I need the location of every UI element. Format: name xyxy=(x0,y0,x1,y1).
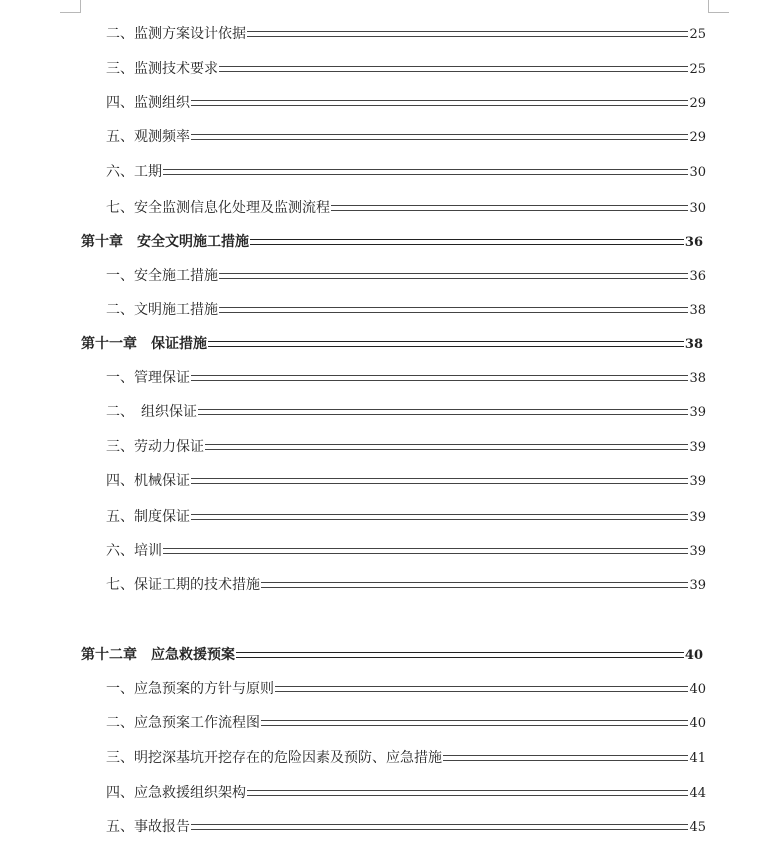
toc-section-entry[interactable] xyxy=(106,573,706,597)
toc-dot-leader xyxy=(443,755,688,761)
toc-page-number: 36 xyxy=(684,235,703,250)
toc-dot-leader xyxy=(261,720,688,726)
toc-entry-title: 三、劳动力保证 xyxy=(106,439,204,455)
toc-section-entry[interactable] xyxy=(106,711,706,735)
toc-chapter-entry[interactable] xyxy=(81,332,703,356)
toc-entry-title: 五、制度保证 xyxy=(106,509,190,525)
toc-dot-leader xyxy=(331,205,688,211)
toc-entry-title: 三、明挖深基坑开挖存在的危险因素及预防、应急措施 xyxy=(106,750,442,766)
toc-page-number: 41 xyxy=(689,751,706,766)
toc-section-entry[interactable] xyxy=(106,22,706,46)
toc-dot-leader xyxy=(163,548,688,554)
toc-dot-leader xyxy=(208,341,684,347)
toc-section-entry[interactable] xyxy=(106,91,706,115)
toc-entry-title: 五、观测频率 xyxy=(106,129,190,145)
toc-entry-title: 四、监测组织 xyxy=(106,95,190,111)
toc-section-entry[interactable] xyxy=(106,264,706,288)
toc-entry-title: 一、安全施工措施 xyxy=(106,268,218,284)
toc-section-entry[interactable] xyxy=(106,677,706,701)
toc-entry-title: 一、应急预案的方针与原则 xyxy=(106,681,274,697)
toc-entry-title: 第十章 安全文明施工措施 xyxy=(81,234,249,250)
toc-section-entry[interactable] xyxy=(106,505,706,529)
page-corner-mark-right xyxy=(708,0,729,13)
toc-section-entry[interactable] xyxy=(106,746,706,770)
toc-section-entry[interactable] xyxy=(106,469,706,493)
toc-entry-title: 第十二章 应急救援预案 xyxy=(81,647,235,663)
toc-page-number: 38 xyxy=(684,337,703,352)
toc-page-number: 25 xyxy=(689,27,706,42)
toc-dot-leader xyxy=(275,686,688,692)
toc-entry-title: 七、安全监测信息化处理及监测流程 xyxy=(106,200,330,216)
toc-dot-leader xyxy=(191,100,688,106)
toc-section-entry[interactable] xyxy=(106,435,706,459)
toc-page-number: 30 xyxy=(689,165,706,180)
toc-entry-title: 第十一章 保证措施 xyxy=(81,336,207,352)
toc-dot-leader xyxy=(191,514,688,520)
toc-dot-leader xyxy=(205,444,688,450)
toc-dot-leader xyxy=(219,66,688,72)
toc-dot-leader xyxy=(219,273,688,279)
toc-page-number: 39 xyxy=(689,440,706,455)
toc-entry-title: 二、文明施工措施 xyxy=(106,302,218,318)
toc-dot-leader xyxy=(261,582,688,588)
toc-page-number: 45 xyxy=(689,820,706,835)
toc-dot-leader xyxy=(191,375,688,381)
toc-entry-title: 三、监测技术要求 xyxy=(106,61,218,77)
toc-section-entry[interactable] xyxy=(106,160,706,184)
toc-entry-title: 四、应急救援组织架构 xyxy=(106,785,246,801)
toc-chapter-entry[interactable] xyxy=(81,643,703,667)
toc-dot-leader xyxy=(247,790,688,796)
toc-section-entry[interactable] xyxy=(106,815,706,839)
toc-dot-leader xyxy=(163,169,688,175)
toc-entry-title: 五、事故报告 xyxy=(106,819,190,835)
toc-dot-leader xyxy=(191,478,688,484)
toc-page-number: 39 xyxy=(689,474,706,489)
toc-page-number: 44 xyxy=(689,786,706,801)
toc-entry-title: 二、监测方案设计依据 xyxy=(106,26,246,42)
toc-page-number: 39 xyxy=(689,544,706,559)
toc-page-number: 38 xyxy=(689,303,706,318)
toc-dot-leader xyxy=(219,307,688,313)
toc-page-number: 29 xyxy=(689,96,706,111)
toc-entry-title: 六、培训 xyxy=(106,543,162,559)
toc-section-entry[interactable] xyxy=(106,400,706,424)
toc-entry-title: 二、应急预案工作流程图 xyxy=(106,715,260,731)
toc-dot-leader xyxy=(191,134,688,140)
toc-page-number: 39 xyxy=(689,578,706,593)
toc-dot-leader xyxy=(250,239,684,245)
toc-section-entry[interactable] xyxy=(106,57,706,81)
toc-page-number: 29 xyxy=(689,130,706,145)
toc-entry-title: 六、工期 xyxy=(106,164,162,180)
toc-dot-leader xyxy=(247,31,688,37)
toc-section-entry[interactable] xyxy=(106,298,706,322)
toc-entry-title: 七、保证工期的技术措施 xyxy=(106,577,260,593)
toc-page-number: 36 xyxy=(689,269,706,284)
toc-entry-title: 一、管理保证 xyxy=(106,370,190,386)
toc-section-entry[interactable] xyxy=(106,196,706,220)
toc-section-entry[interactable] xyxy=(106,125,706,149)
toc-section-entry[interactable] xyxy=(106,781,706,805)
toc-page-number: 30 xyxy=(689,201,706,216)
toc-dot-leader xyxy=(198,409,688,415)
toc-page-number: 40 xyxy=(689,716,706,731)
toc-page-number: 25 xyxy=(689,62,706,77)
toc-entry-title: 二、 组织保证 xyxy=(106,404,197,420)
toc-page-number: 39 xyxy=(689,510,706,525)
toc-section-entry[interactable] xyxy=(106,539,706,563)
toc-page-number: 39 xyxy=(689,405,706,420)
toc-page-number: 38 xyxy=(689,371,706,386)
page-corner-mark-left xyxy=(60,0,81,13)
toc-chapter-entry[interactable] xyxy=(81,230,703,254)
toc-dot-leader xyxy=(191,824,688,830)
toc-dot-leader xyxy=(236,652,684,658)
toc-page-number: 40 xyxy=(689,682,706,697)
toc-entry-title: 四、机械保证 xyxy=(106,473,190,489)
toc-section-entry[interactable] xyxy=(106,366,706,390)
toc-page-number: 40 xyxy=(684,648,703,663)
